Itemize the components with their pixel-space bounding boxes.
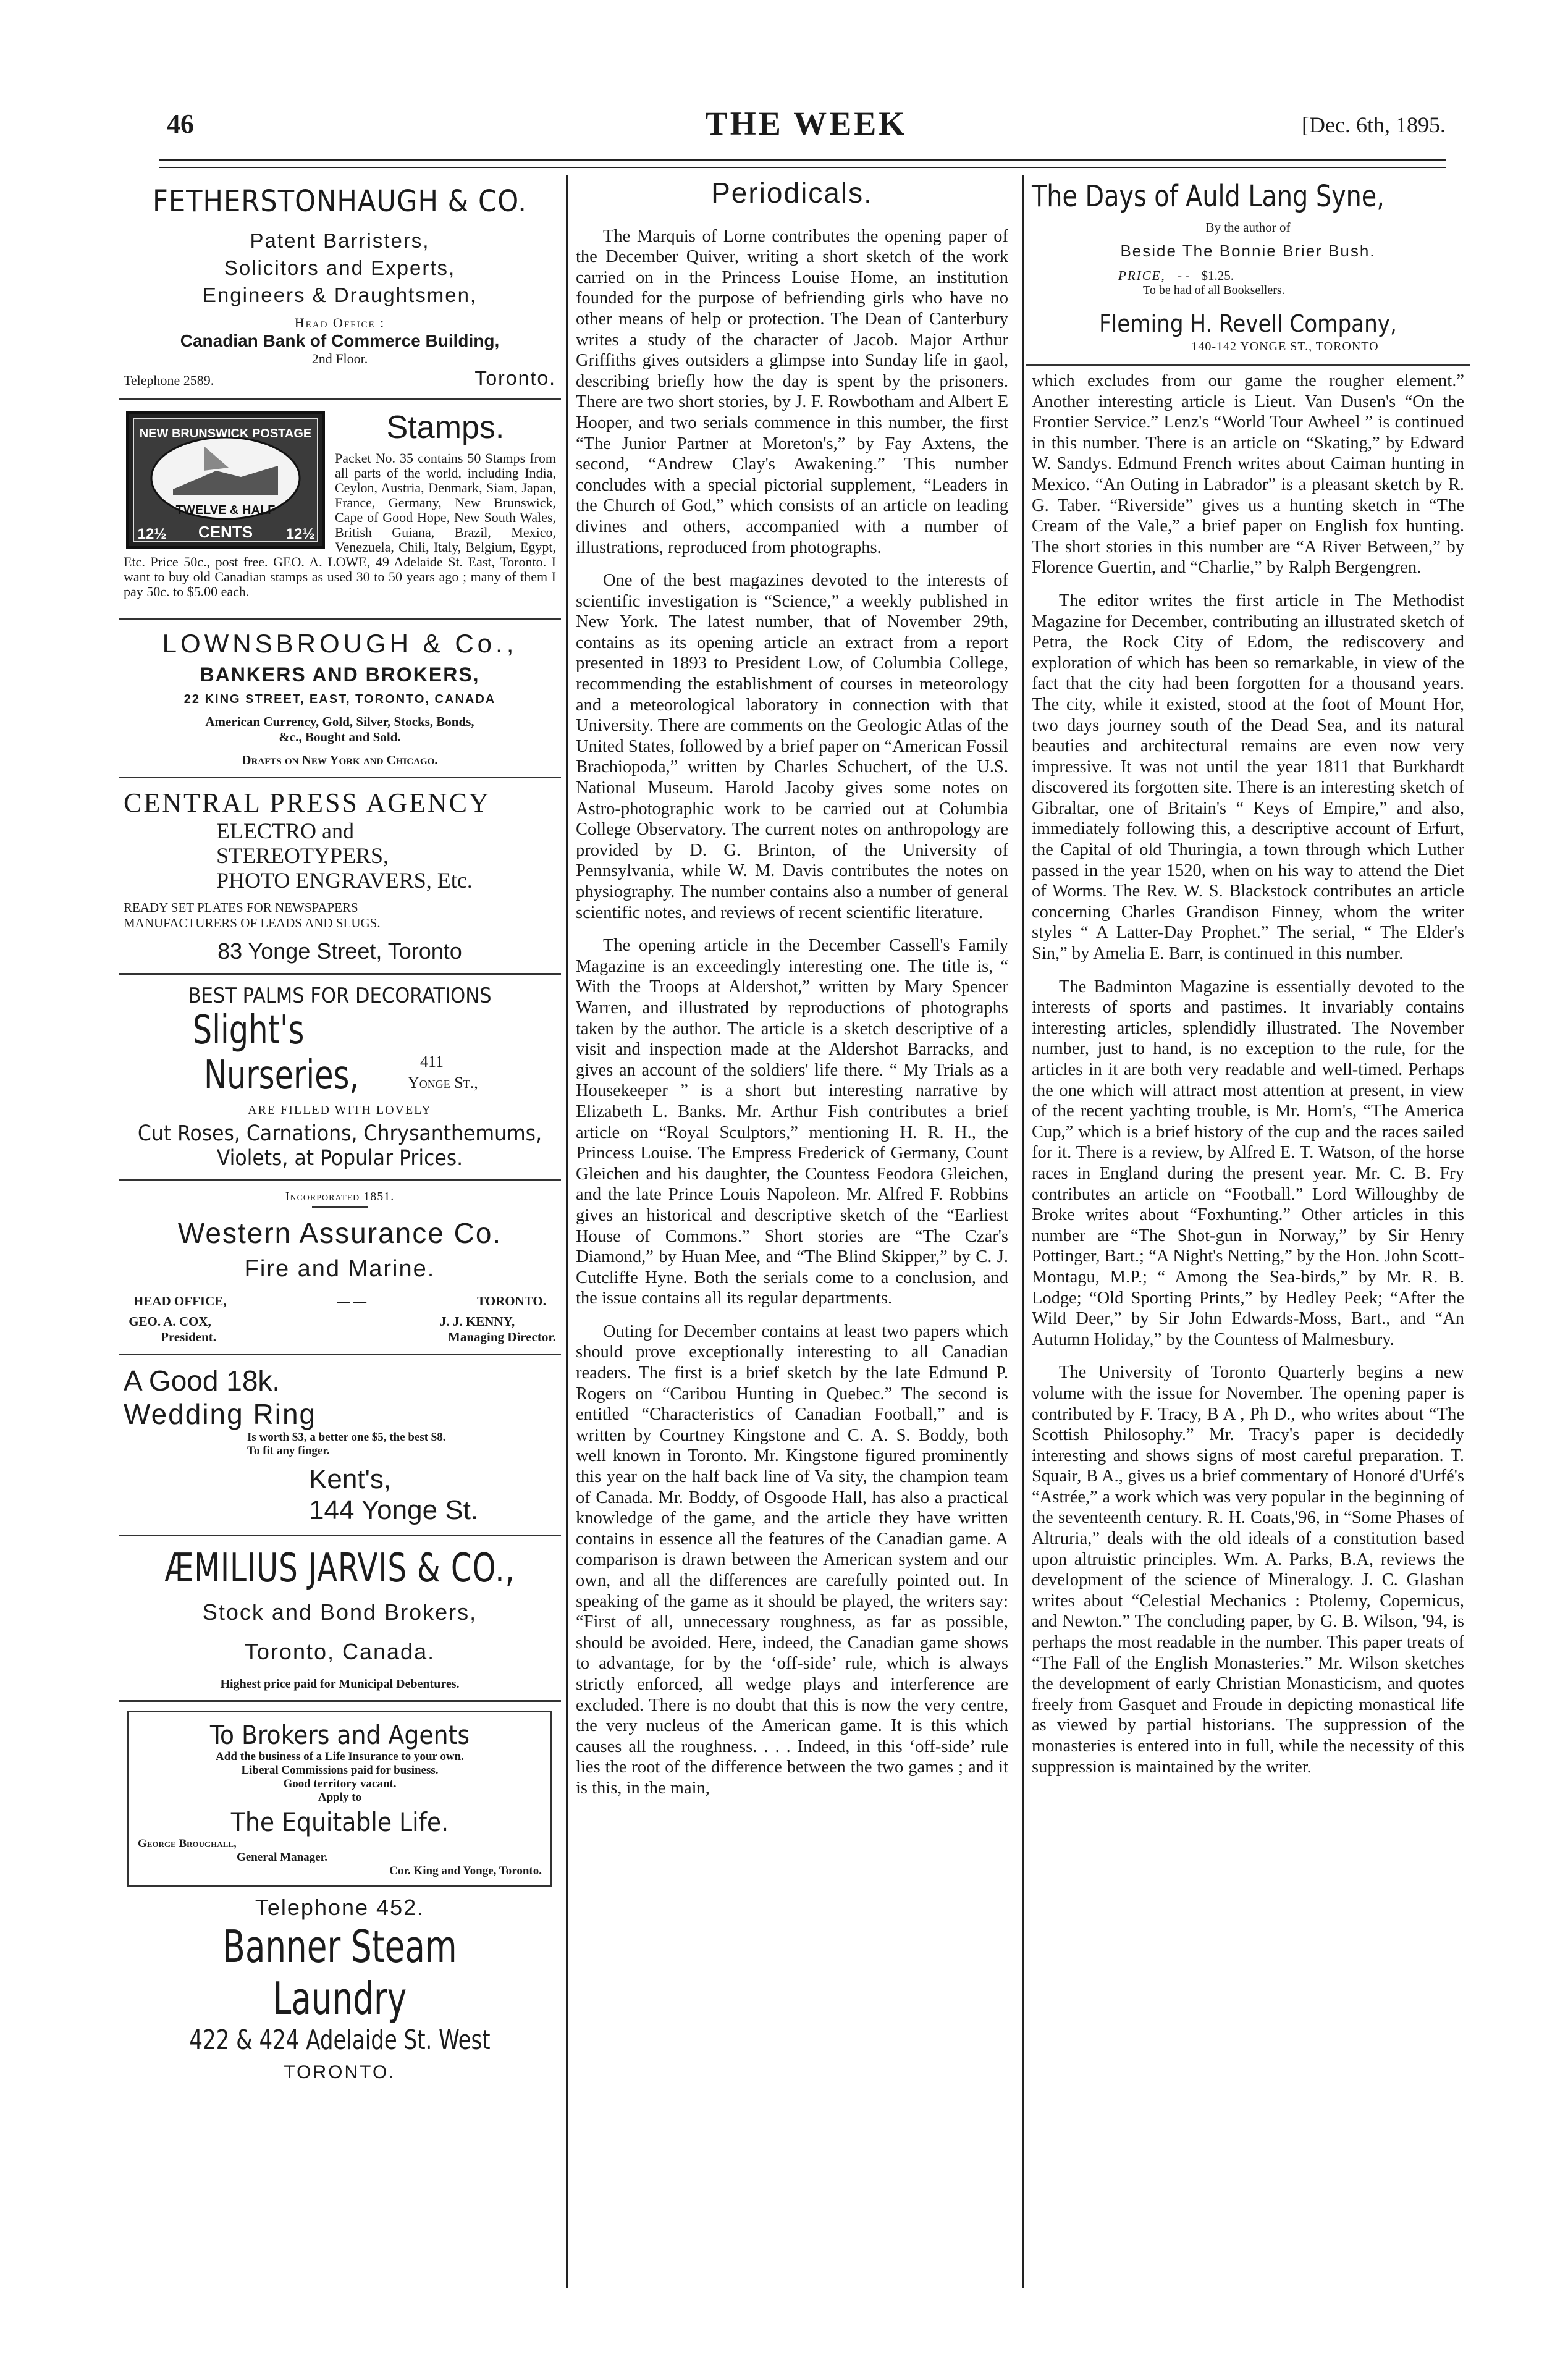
ad-person: GEO. A. COX, [129,1314,211,1329]
ad-line: Toronto, Canada. [244,1639,436,1664]
right-column [1032,179,1464,1790]
issue-date: [Dec. 6th, 1895. [1302,112,1446,137]
ad-slights-nurseries [124,983,556,1171]
ad-line: Cut Roses, Carnations, Chrysanthemums, [137,1121,542,1146]
ad-price: $1.25. [1201,268,1234,283]
article-paragraph: The Marquis of Lorne contributes the opening paper of the December Quiver, writing a short sketch of the work carried on in the Princess Louise Home, an institution founded for the purpose of befriending girls who have no other means of help or protection. The Dean of Canterbury writes a study of the character of Jacob. Major Arthur Griffiths gives outsiders a glimpse into Sunday life in gaol, describing briefly how the day is spent by the prisoners. There are two short stories, by J. F. Rowbotham and Albert E Hooper, and two serials commence in this number, the first “The Junior Partner at Moreton's,” by Fay Axtens, the second, “Andrew Clay's Awakening.” This number concludes with a special pictorial supplement, “Leaders in the Church of God,” which consists of an article on leading divines and others, accompanied with a number of illustrations, reproduced from photographs. [576,226,1008,557]
ad-line: &c., Bought and Sold. [279,730,401,744]
divider [119,1535,561,1536]
ad-central-press [124,787,556,964]
ad-price-dash: - - [1177,268,1190,283]
ad-title: CENTRAL PRESS AGENCY [124,788,491,818]
publication-title: THE WEEK [705,105,908,142]
ad-title: Western Assurance Co. [177,1217,502,1249]
ad-line: Engineers & Draughtsmen, [202,284,478,306]
ad-line: Telephone 452. [255,1895,425,1920]
ad-office: HEAD OFFICE, [133,1294,227,1308]
advertisements-column [124,179,556,2083]
ad-jarvis [124,1545,556,1691]
article-paragraph: which excludes from our game the rougher element.” Another interesting article is Lieut. Van Dusen's “On the Frontier Service.” Lenz's “World Tour Awheel ” is continued in this number. There is an article on “Skating,” by Edward W. Sandys. Edmund French writes about Caiman hunting in Mexico. “An Outing in Labrador” is a pleasant sketch by R. G. Taber. “Riverside” gives us a hunting sketch in “The Cream of the Vale,” a brief paper on English fox hunting. The short stories in this number are “A River Between,” by Florence Guertin, and “Charlie,” by Ralph Bergengren. [1032,371,1464,578]
ad-auld-lang-syne [1032,179,1464,354]
ad-person: J. J. KENNY, [439,1314,515,1329]
stamp-mid-text: TWELVE & HALF [175,503,276,517]
ad-line: Patent Barristers, [250,229,430,252]
ad-line: George Broughall, [138,1837,237,1850]
article-paragraph: The opening article in the December Cassell's Family Magazine is an exceedingly interesting one. The title is, “ With the Troops at Aldershot,” written by Mary Spencer Warren, and illustrated by reproductions of photographs taken by the author. The article is a sketch descriptive of a visit and inspection made at the Aldershot Barracks, and gives an account of the soldiers' life there. “ My Trials as a Housekeeper ” is a short but interesting narrative by Elizabeth L. Banks. Mr. Arthur Fish contributes a brief article on “Royal Sculptors,” mentioning H. R. H., the Princess Louise. The Empress Frederick of Germany, Count Gleichen and his daughter, the Countess Feodora Gleichen, and the late Prince Louis Napoleon. Mr. Alfred F. Robbins gives an historical and descriptive sketch of the “Earliest House of Commons.” Short stories are “The Czar's Diamond,” by Huan Mee, and “The Blind Skipper,” by C. J. Cutcliffe Hyne. Both the serials come to a conclusion, and the issue contains all its regular departments. [576,936,1008,1308]
ad-line: Highest price paid for Municipal Debentures. [220,1677,460,1691]
ad-title: The Days of Auld Lang Syne, [1032,179,1385,214]
ad-person-title: Managing Director. [448,1329,556,1344]
ad-title: Stamps. [386,410,505,445]
periodicals-continued [1032,371,1464,1777]
stamp-top-text: NEW BRUNSWICK POSTAGE [139,427,312,440]
divider [119,398,561,400]
ad-title: A Good 18k. [124,1365,280,1397]
ad-line: To fit any finger. [247,1444,330,1457]
ad-line: ELECTRO and [216,819,354,843]
ad-title: Slight's [192,1008,305,1053]
ad-line: ARE FILLED WITH LOVELY [248,1103,432,1117]
ad-line: Good territory vacant. [283,1777,397,1790]
ad-line: Cor. King and Yonge, Toronto. [389,1864,542,1877]
ad-title: Banner Steam Laundry [222,1921,457,2024]
article-paragraph: Outing for December contains at least two papers which should prove exceptionally interesting to all Canadian readers. The first is a brief sketch by the late Edmund P. Rogers on “Caribou Hunting in Quebec.” The second is entitled “Characteristics of Canadian Football,” and is written by Courtney Kingstone and C. A. S. Boddy, both well known in Toronto. Mr. Kingstone figured prominently this year on the half back line of Va sity, the champion team of Canada. Mr. Boddy, of Osgoode Hall, has also a practical knowledge of the game, and the article they have written contains in essence all the features of the Canadian game. A comparison is drawn between the American system and our own, and all the differences are carefully pointed out. In speaking of the game as it should be played, the writers say: “First of all, unnecessary roughness, as far as possible, should be avoided. Here, indeed, the Canadian game shows to advantage, for by the ‘off-side’ rule, which is always strictly enforced, all wedge plays and interference are excluded. There is no doubt that this is now the very centre, the very nucleus of the American game. It is this which causes all the roughness. . . . Indeed, in this ‘off-side’ rule lies the root of the difference between the two games ; and it is this, in the main, [576,1321,1008,1798]
ad-line: Is worth $3, a better one $5, the best $8. [247,1431,446,1444]
article-paragraph: The University of Toronto Quarterly begins a new volume with the issue for November. The opening paper is contributed by F. Tracy, B A , Ph D., who writes about “The Scottish Philosophy.” Mr. Tracy's paper is decidedly interesting and shows signs of most careful preparation. T. Squair, B A., gives us a brief commentary of Honoré d'Urfé's “Astrée,” a work which was very popular in the beginning of the seventeenth century. R. H. Coats,'96, in “Some Phases of Altruria,” deals with the old ideals of a constitution based upon altruistic principles. Wm. A. Parks, B.A, reviews the development of the science of Mineralogy. J. C. Glashan writes about “Celestial Mechanics : Ptolemy, Copernicus, and Newton.” The concluding paper, by G. B. Wilson, '94, is perhaps the most readable in the number. This paper treats of “The Fall of the English Monasteries.” Mr. Wilson sketches the development of early Christian Monasticism, and quotes freely from Gasquet and Froude in depicting monastical life as viewed by partial historians. The suppression of the monasteries is entered into in full, while the necessity of this suppression is maintained by the writer. [1032,1363,1464,1777]
ad-title: To Brokers and Agents [209,1720,470,1750]
ad-line: Drafts on New York and Chicago. [242,752,438,767]
ad-line: American Currency, Gold, Silver, Stocks, Bonds, [205,714,474,729]
ad-publisher: Fleming H. Revell Company, [1099,310,1397,337]
ad-line: Incorporated 1851. [285,1190,395,1203]
ad-line: Add the business of a Life Insurance to your own. [216,1750,464,1763]
ad-line: MANUFACTURERS OF LEADS AND SLUGS. [124,916,381,930]
ad-line: BANKERS AND BROKERS, [200,663,480,686]
header-rule-2 [159,167,1446,168]
ad-address: 83 Yonge Street, Toronto [217,938,462,964]
ad-title: The Equitable Life. [230,1807,449,1837]
article-paragraph: The Badminton Magazine is essentially devoted to the interests of sports and pastimes. It invariably contains interesting articles, splendidly illustrated. The November number, just to hand, is no exception to the rule, for the articles in it are both very readable and well-timed. Perhaps the one which will attract most attention at present, in view of the recent yachting trouble, is Mr. Horn's, “The America Cup,” which is a brief history of the cup and the races sailed for it. There is a review, by Alfred E. T. Watson, of the horse races in England during the present year. Mr. C. B. Fry contributes an article on “Football.” Lord Willoughby de Broke writes about “Foxhunting.” Other articles in this number are “The Shot-gun in Norway,” by Sir Henry Pottinger, Bart.; “A Night's Netting,” by the Hon. John Scott-Montagu, M.P.; “ Among the Sea-birds,” by Mr. R. B. Lodge; “Old Sporting Prints,” by Hedley Peek; “After the Wild Deer,” by Sir John Edwards-Moss, Bart., and “An Autumn Holiday,” by the Countess of Malmesbury. [1032,977,1464,1349]
ad-line: General Manager. [237,1851,328,1864]
ad-western-assurance [124,1190,556,1345]
ad-banner-laundry [124,1895,556,2083]
page-header [167,105,1446,145]
ad-title: Kent's, [309,1464,392,1494]
ad-line: Canadian Bank of Commerce Building, [180,331,500,350]
ad-line: 2nd Floor. [311,351,368,366]
ad-phone: Telephone 2589. [124,373,214,388]
ad-title: Wedding Ring [124,1398,317,1430]
ad-line: Apply to [318,1791,362,1804]
stamp-num-left: 12½ [137,526,167,542]
periodicals-column [576,179,1008,1811]
ad-price-label: PRICE, [1118,268,1166,283]
ad-stamps [124,409,556,610]
ad-dash: — — [337,1294,366,1308]
ad-title: 144 Yonge St. [309,1495,479,1525]
ad-line: PHOTO ENGRAVERS, Etc. [216,868,473,893]
ad-line: To be had of all Booksellers. [1143,284,1285,297]
ad-number: 411 [420,1053,444,1071]
ad-wedding-ring [124,1364,556,1526]
ad-line: Fire and Marine. [244,1256,436,1282]
divider [119,1179,561,1181]
ad-address: 422 & 424 Adelaide St. West [189,2024,491,2056]
ad-line: By the author of [1205,220,1291,235]
ad-line: Beside The Bonnie Brier Bush. [1120,242,1376,260]
divider [119,1354,561,1355]
divider [1026,364,1470,366]
ad-city: TORONTO. [477,1294,546,1308]
column-divider-1 [566,175,568,2288]
ad-fetherstonhaugh [124,184,556,390]
ad-line: READY SET PLATES FOR NEWSPAPERS [124,900,358,915]
ad-person-title: President. [161,1329,217,1344]
ad-line: Solicitors and Experts, [224,256,456,279]
article-paragraph: The editor writes the first article in The Methodist Magazine for December, contributing an illustrated sketch of Petra, the Rock City of Edom, the rediscovery and exploration of which has been so remarkable, in view of the fact that the city had been forgotten for a thousand years. The city, while it existed, stood at the foot of Mount Hor, two days journey south of the Dead Sea, and its natural beauties and architectural remains are even now very impressive. It was not until the year 1811 that Burkhardt discovered its forgotten site. There is an interesting sketch of Gibraltar, one of Britain's “ Keys of Empire,” and also, immediately following this, a descriptive account of Erfurt, the Capital of old Thuringia, a town through which Luther passed in the year 1520, when on his way to attend the Diet of Worms. The Rev. W. S. Blackstock contributes an article concerning Charles Grandison Finney, whom the writer styles “ A Latter-Day Prophet.” The serial, “ The Elder's Sin,” by Amelia E. Barr, is continued in this number. [1032,591,1464,964]
ad-line: STEREOTYPERS, [216,843,389,868]
ad-line: Liberal Commissions paid for business. [241,1764,439,1777]
ad-title: Nurseries, [204,1053,360,1098]
ad-title: ÆMILIUS JARVIS & CO., [164,1546,515,1591]
ad-title: FETHERSTONHAUGH & CO. [153,184,527,219]
stamp-illustration-icon [124,409,327,551]
ad-lownsbrough [124,629,556,768]
divider [119,618,561,620]
stamp-num-right: 12½ [285,526,315,542]
divider [119,1700,561,1702]
ad-equitable-life [127,1711,552,1887]
column-divider-2 [1022,175,1024,2288]
ad-line: Head Office : [294,315,386,331]
article-paragraph: One of the best magazines devoted to the interests of scientific investigation is “Science,” a weekly published in New York. The latest number, that of November 29th, contains as its opening article an extract from a report presented in 1893 to President Low, of Columbia College, recommending the establishment of courses in meteorology and a meteorological laboratory in connection with that University. There are comments on the Geologic Atlas of the United States, followed by a brief paper on “American Fossil Brachiopoda,” written by Charles Schuchert, of the U.S. National Museum. Harold Jacoby gives some notes on Astro-photographic work to be carried out at Columbia College Observatory. The current notes on anthropology are provided by D. G. Brinton, of the University of Pennsylvania, while W. M. Davis contributes the notes on physiography. The number contains also a number of general scientific notes, and reviews of recent scientific literature. [576,571,1008,922]
stamp-bottom-text: CENTS [198,523,253,541]
page-number: 46 [167,109,194,139]
short-rule [312,1206,368,1208]
ad-line: 140-142 YONGE ST., TORONTO [1191,340,1379,353]
ad-city: TORONTO. [284,2062,396,2082]
ad-line: BEST PALMS FOR DECORATIONS [188,983,492,1008]
divider [119,777,561,778]
section-heading: Periodicals. [711,177,873,209]
ad-line: Violets, at Popular Prices. [216,1146,463,1171]
ad-city: Toronto. [474,367,556,389]
divider [119,973,561,975]
ad-line: 22 KING STREET, EAST, TORONTO, CANADA [183,693,496,706]
ad-body: Packet No. 35 contains 50 Stamps from all parts of the world, including India, Ceylon, Austria, Denmark, Siam, Japan, France, Germany, New Brunswick, Cape of Good Hope, New South Wales, British Guiana, Brazil, Mexico, Venezuela, Chili, Italy, Belgium, Egypt, Etc. Price 50c., post free. GEO. A. LOWE, 49 Adelaide St. East, Toronto. I want to buy old Canadian stamps as used 30 to 50 years ago ; many of them I pay 50c. to $5.00 each. [124,450,556,599]
ad-street: Yonge St., [408,1074,478,1092]
ad-line: Stock and Bond Brokers, [202,1599,478,1625]
ad-title: LOWNSBROUGH & Co., [162,629,518,658]
header-rule [159,159,1446,161]
